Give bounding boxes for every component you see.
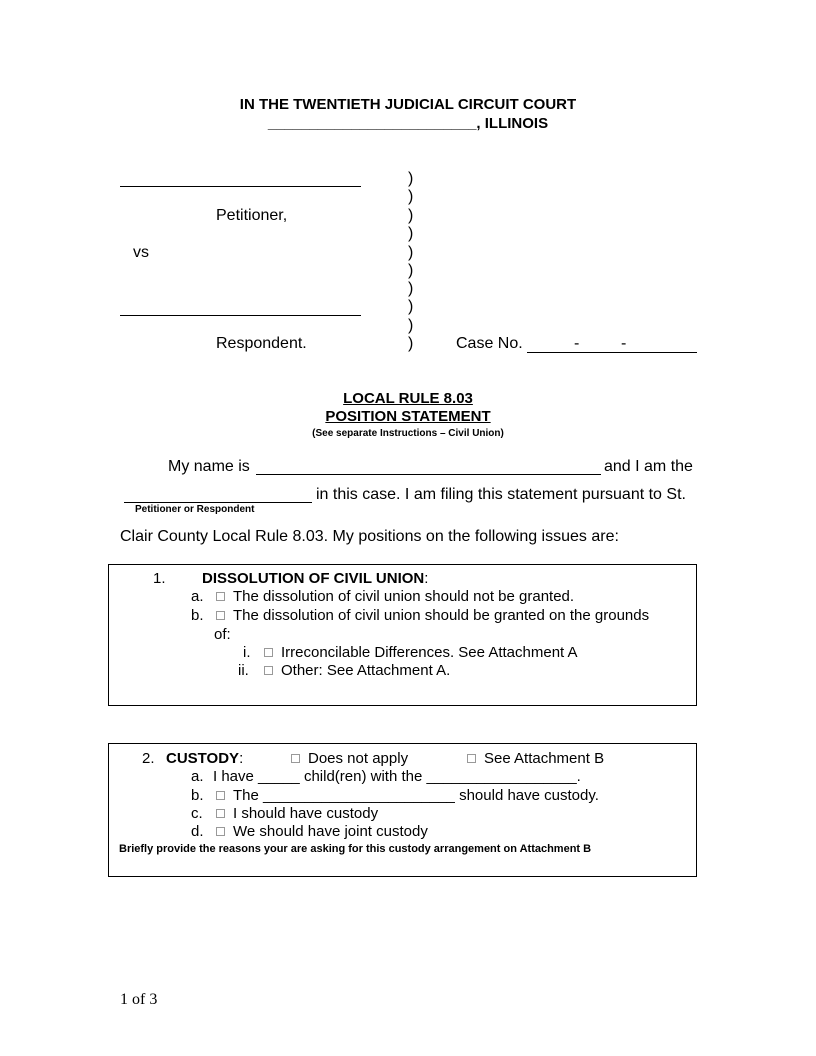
section-2-colon: : [239, 750, 244, 767]
option-2b[interactable] [216, 787, 599, 804]
option-1b[interactable] [216, 607, 649, 624]
section-1-heading-text: DISSOLUTION OF CIVIL UNION [202, 570, 425, 587]
petitioner-label: Petitioner, [216, 207, 288, 224]
caption-paren: ) [408, 207, 414, 224]
see-attachment-b-text: See Attachment B [484, 750, 605, 767]
option-2b-text2: should have custody. [459, 787, 599, 804]
option-2c-text: I should have custody [233, 805, 379, 822]
caption-paren: ) [408, 188, 414, 205]
option-2a-text2: child(ren) with the [303, 768, 423, 785]
option-1bii[interactable] [264, 662, 450, 679]
option-1a-label: a. [191, 588, 204, 605]
option-1a-checkbox[interactable] [216, 592, 225, 601]
option-2d[interactable] [216, 823, 428, 840]
role-field[interactable] [124, 502, 312, 503]
section-1-heading [202, 570, 428, 587]
option-2a-text1: I have [213, 768, 254, 785]
does-not-apply-text: Does not apply [308, 750, 409, 767]
rule-title: LOCAL RULE 8.03 [343, 390, 473, 407]
custody-party-field[interactable]: _______________________ [263, 787, 455, 804]
other-party-field[interactable]: __________________. [426, 768, 581, 785]
intro-line-3: Clair County Local Rule 8.03. My positions on the following issues are: [120, 528, 619, 545]
option-2b-text1: The [233, 787, 259, 804]
section-2-heading-text: CUSTODY [166, 750, 240, 767]
option-1b-continuation: of: [214, 626, 231, 643]
option-1bii-text: Other: See Attachment A. [281, 662, 451, 679]
option-1bi-text: Irreconcilable Differences. See Attachment A [281, 644, 578, 661]
respondent-label: Respondent. [216, 335, 307, 352]
see-attachment-b-checkbox[interactable] [467, 754, 476, 763]
option-2d-text: We should have joint custody [233, 823, 428, 840]
option-2a [213, 768, 581, 785]
option-2a-label: a. [191, 768, 204, 785]
option-2c-checkbox[interactable] [216, 809, 225, 818]
option-1b-label: b. [191, 607, 204, 624]
custody-note: Briefly provide the reasons your are asking for this custody arrangement on Attachment B [119, 843, 592, 855]
court-heading: IN THE TWENTIETH JUDICIAL CIRCUIT COURT [239, 96, 577, 113]
petitioner-name-line[interactable] [120, 186, 361, 187]
option-1bii-label: ii. [238, 662, 249, 679]
does-not-apply-checkbox[interactable] [291, 754, 300, 763]
case-no-separator: - [574, 335, 580, 352]
caption-paren: ) [408, 244, 414, 261]
option-1bi-checkbox[interactable] [264, 648, 273, 657]
and-i-am-the-label: and I am the [604, 458, 693, 475]
option-1bii-checkbox[interactable] [264, 666, 273, 675]
see-attachment-b-option[interactable] [467, 750, 604, 767]
caption-paren: ) [408, 298, 414, 315]
in-this-case-text: in this case. I am filing this statement pursuant to St. [316, 486, 686, 503]
option-2d-checkbox[interactable] [216, 827, 225, 836]
option-1a[interactable] [216, 588, 574, 605]
section-1-colon: : [424, 570, 429, 587]
option-2d-label: d. [191, 823, 204, 840]
instructions-note: (See separate Instructions – Civil Union) [312, 428, 504, 439]
option-1bi[interactable] [264, 644, 578, 661]
statement-title: POSITION STATEMENT [325, 408, 491, 425]
caption-paren: ) [408, 280, 414, 297]
option-2c-label: c. [191, 805, 203, 822]
caption-paren: ) [408, 335, 414, 352]
option-1b-checkbox[interactable] [216, 611, 225, 620]
caption-paren: ) [408, 262, 414, 279]
option-1b-text: The dissolution of civil union should be granted on the grounds [233, 607, 650, 624]
page-number: 1 of 3 [120, 991, 158, 1008]
case-no-label: Case No. [456, 335, 523, 352]
does-not-apply-option[interactable] [291, 750, 408, 767]
role-caption: Petitioner or Respondent [135, 504, 255, 515]
section-2-number: 2. [142, 750, 155, 767]
option-2b-checkbox[interactable] [216, 791, 225, 800]
caption-paren: ) [408, 317, 414, 334]
respondent-name-line[interactable] [120, 315, 361, 316]
option-2c[interactable] [216, 805, 378, 822]
section-1-number: 1. [153, 570, 166, 587]
caption-paren: ) [408, 225, 414, 242]
option-1a-text: The dissolution of civil union should not be granted. [233, 588, 575, 605]
my-name-is-label: My name is [168, 458, 250, 475]
name-field[interactable] [256, 474, 601, 475]
vs-label: vs [133, 244, 149, 261]
option-1bi-label: i. [243, 644, 251, 661]
children-count-field[interactable]: _____ [258, 768, 300, 785]
case-no-field[interactable] [527, 352, 697, 353]
case-no-separator: - [621, 335, 627, 352]
county-line: _________________________, ILLINOIS [267, 115, 549, 132]
section-2-heading [166, 750, 243, 767]
option-2b-label: b. [191, 787, 204, 804]
caption-paren: ) [408, 170, 414, 187]
